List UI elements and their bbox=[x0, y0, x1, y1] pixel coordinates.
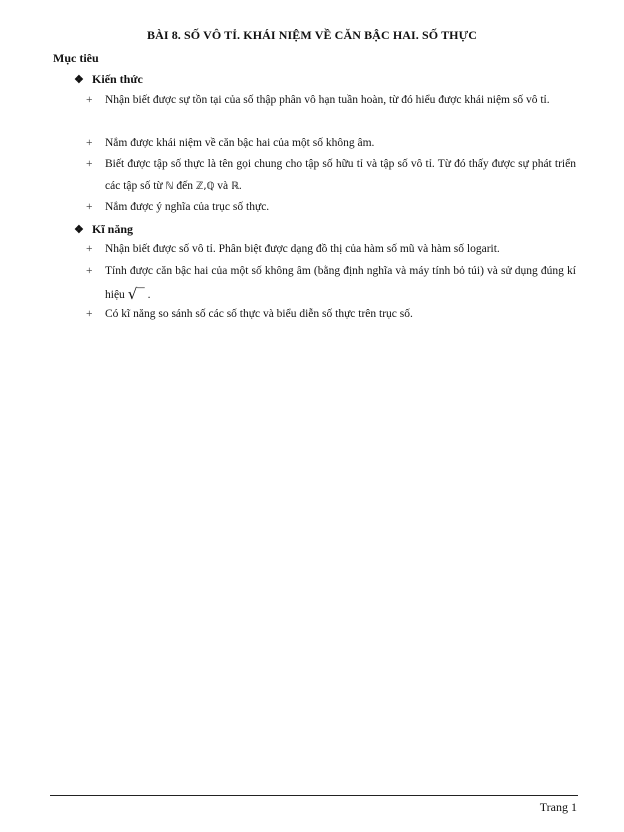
footer-divider bbox=[50, 795, 578, 796]
plus-bullet-icon: + bbox=[86, 94, 93, 106]
list-item bbox=[86, 132, 576, 154]
subheading-knowledge bbox=[74, 72, 143, 87]
list-item bbox=[86, 238, 576, 260]
section-heading-objectives: Mục tiêu bbox=[53, 51, 99, 65]
plus-bullet-icon: + bbox=[86, 265, 93, 277]
subheading-skills bbox=[74, 222, 133, 237]
list-item bbox=[86, 89, 576, 111]
page-title: BÀI 8. SỐ VÔ TỈ. KHÁI NIỆM VỀ CĂN BẬC HAI. SỐ THỰC bbox=[146, 28, 478, 42]
plus-bullet-icon: + bbox=[86, 201, 93, 213]
list-item-text: Có kĩ năng so sánh số các số thực và biểu diễn số thực trên trục số. bbox=[105, 308, 413, 320]
plus-bullet-icon: + bbox=[86, 158, 93, 170]
list-item-text: Tính được căn bậc hai của một số không âm (bằng định nghĩa và máy tính bỏ túi) và sử dụng đúng kí hiệu √‾ . bbox=[105, 265, 576, 303]
plus-bullet-icon: + bbox=[86, 137, 93, 149]
plus-bullet-icon: + bbox=[86, 308, 93, 320]
list-item-text: Nhận biết được số vô tỉ. Phân biệt được dạng đồ thị của hàm số mũ và hàm số logarit. bbox=[105, 243, 500, 255]
diamond-bullet-icon: ❖ bbox=[74, 74, 84, 86]
list-item bbox=[86, 260, 576, 306]
list-item-text: Nắm được khái niệm về căn bậc hai của một số không âm. bbox=[105, 137, 375, 149]
diamond-bullet-icon: ❖ bbox=[74, 224, 84, 236]
subheading-label: Kĩ năng bbox=[92, 222, 134, 236]
sqrt-symbol: √‾ bbox=[127, 285, 145, 303]
list-item-text: Biết được tập số thực là tên gọi chung cho tập số hữu tỉ và tập số vô tỉ. Từ đó thấy được sự phát triển các tập số từ ℕ đến ℤ,ℚ và ℝ. bbox=[105, 158, 576, 192]
page-number: Trang 1 bbox=[539, 800, 577, 814]
list-item-text: Nhận biết được sự tồn tại của số thập phân vô hạn tuần hoàn, từ đó hiểu được khái niệm số vô tỉ. bbox=[105, 94, 550, 106]
set-zq: ℤ,ℚ bbox=[195, 181, 215, 192]
list-item bbox=[86, 196, 576, 218]
list-item bbox=[86, 303, 576, 325]
list-item-text: Nắm được ý nghĩa của trục số thực. bbox=[105, 201, 270, 213]
list-item bbox=[86, 153, 576, 198]
set-n: ℕ bbox=[165, 181, 174, 192]
set-r: ℝ bbox=[231, 181, 239, 192]
subheading-label: Kiến thức bbox=[92, 72, 143, 86]
plus-bullet-icon: + bbox=[86, 243, 93, 255]
